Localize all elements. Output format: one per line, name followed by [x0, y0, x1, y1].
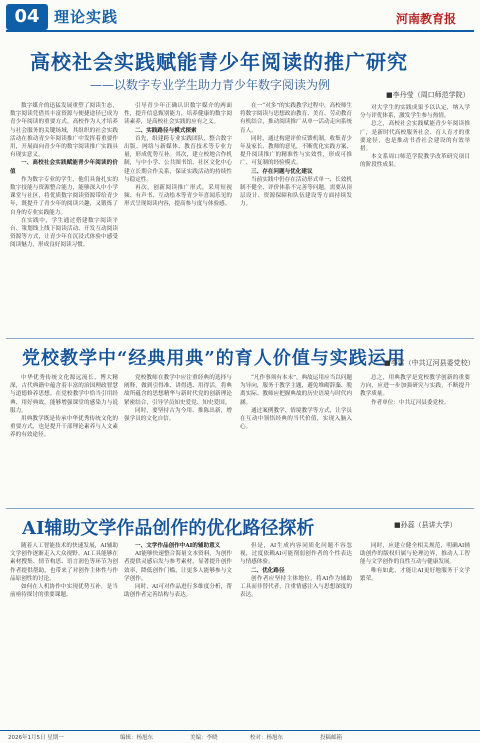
article2-col3: [240, 374, 352, 502]
body-paragraph: “凡作事须有本末”，典故运用应当以问题为导向，服务于教学主题，避免堆砌辞藻、脱离实际。教师应把握典故的历史语境与时代内涵。: [240, 375, 352, 406]
body-paragraph: 作为数字专业的学生，他们具备扎实的数字技能与资源整合能力，能够深入中小学课堂与社区，将优质数字阅读资源带给青少年，既提升了青少年的阅读兴趣，又锻炼了自身的专业实践能力。: [10, 176, 118, 216]
article1-col1: [10, 102, 118, 334]
body-paragraph: 同时，通过构建评价反馈机制，收集青少年及家长、教师的意见，不断优化实践方案，提升阅读推广的精准性与实效性，形成可推广、可复制的经验模式。: [240, 135, 352, 167]
article1-col4: [360, 104, 470, 334]
article3-title: AI辅助文学作品创作的优化路径探析: [22, 518, 315, 539]
footer-editor: 编辑：杨旭东: [120, 735, 154, 741]
paper-name: 河南教育报: [396, 12, 457, 26]
body-paragraph: 党校教师在教学中应注重经典的选择与阐释，做到引得准、讲得透、用得活，将典故所蕴含的思想精华与新时代党的创新理论紧密结合，引导学员知史爱党、知史爱国。: [124, 375, 232, 406]
article1-author: ■李丹莹（周口师范学院）: [386, 91, 470, 99]
article-divider: [6, 338, 474, 339]
section-heading: 一、文学作品创作中AI的辅助意义: [135, 543, 221, 549]
article2-col1: [10, 374, 118, 502]
section-heading: 一、高校社会实践赋能青少年阅读的价值: [10, 160, 118, 175]
body-paragraph: 本文系周口师范学院教学改革研究项目的阶段性成果。: [360, 154, 470, 169]
article1-subtitle: ——以数字专业学生助力青少年数字阅读为例: [90, 78, 331, 92]
header-rule: [6, 30, 474, 32]
body-paragraph: 对大学生的实践成果予以认定，纳入学分与评优体系，激发学生参与热情。: [360, 105, 470, 120]
body-paragraph: 在实践中，学生通过搭建数字阅读平台、策划线上线下阅读活动、开发互动阅读资源等方式，让青少年在沉浸式体验中感受阅读魅力，形成良好阅读习惯。: [10, 217, 118, 249]
section-title: 理论实践: [54, 8, 119, 26]
body-paragraph: 通过案例教学、情境教学等方式，让学员在互动中领悟经典的当代价值，实现入脑入心。: [240, 407, 352, 431]
body-paragraph: 唯有如此，才能让AI更好地服务于文学繁荣。: [360, 567, 470, 582]
body-paragraph: 但是，AI生成内容同质化问题不容忽视，过度依赖AI可能削弱创作者的个性表达与情感体验。: [240, 543, 352, 566]
body-paragraph: 首先，组建跨专业实践团队，整合数字出版、网络与新媒体、教育技术等专业力量，形成优势互补。其次，建立校地合作机制，与中小学、公共图书馆、社区文化中心建立长期合作关系，保证实践活动的持续性与稳定性。: [124, 135, 232, 183]
section-heading: 二、优化路径: [251, 567, 285, 574]
body-paragraph: 中华优秀传统文化源远流长、博大精深，古代典籍中蕴含着丰富的治国理政智慧与道德修养思想。在党校教学中恰当引用经典、用好典故，能够增强课堂的感染力与说服力。: [10, 375, 118, 414]
footer-layout: 美编：李晓: [190, 735, 218, 741]
article2-author: ■李雷（中共辽河县委党校）: [384, 359, 475, 367]
body-paragraph: 同时，要坚持古为今用、推陈出新，增强学员的文化自信。: [124, 407, 232, 423]
article2-col2: [124, 374, 232, 502]
footer-proof: 校对：杨旭东: [250, 735, 284, 741]
body-paragraph: 随着人工智能技术的快速发展，AI辅助文学创作逐渐走入大众视野。AI工具能够在素材搜集、情节构思、语言润色等环节为创作者提供帮助，也带来了对创作主体性与作品原创性的讨论。: [10, 543, 118, 582]
section-heading: 二、实践路径与模式探索: [135, 127, 197, 134]
body-paragraph: 如何在人机协作中实现优势互补，是当前亟待探讨的重要课题。: [10, 584, 118, 599]
body-paragraph: 创作者应坚持主体地位，将AI作为辅助工具而非替代者，注重情感注入与思想深度的表达。: [240, 575, 352, 599]
body-paragraph: 当前实践中仍存在活动形式单一、长效机制不健全、评价体系不完善等问题，需要从顶层设计、资源保障和队伍建设等方面持续发力。: [240, 176, 352, 208]
page-footer: [0, 730, 480, 743]
body-paragraph: 再次，创新阅读推广形式，采用短视频、有声书、互动绘本等青少年喜闻乐见的形式呈现阅读内容，提高参与度与体验感。: [124, 185, 232, 208]
section-heading: 三、存在问题与优化建议: [251, 168, 313, 175]
body-paragraph: AI能够快速整合海量文本资料，为创作者提供灵感启发与参考素材，显著提升创作效率，降低创作门槛，让更多人能够参与文学创作。: [124, 551, 232, 582]
article3-col4: [360, 542, 470, 726]
body-paragraph: 在一“对多”的实践教学过程中，高校师生将数字阅读与思想政治教育、美育、劳动教育有机结合，推动阅读推广从单一活动走向系统育人。: [240, 103, 352, 134]
article1-col2: [124, 102, 232, 334]
footer-date: 2026年1月5日 星期一: [8, 735, 64, 741]
article2-title: 党校教学中“经典用典”的育人价值与实践运用: [22, 348, 406, 369]
body-paragraph: 总之，用典教学是党校教学创新的重要方向，应进一步加强研究与实践，不断提升教学质量。: [360, 375, 470, 398]
body-paragraph: 同时，应建立健全相关规范，明确AI辅助创作的版权归属与伦理边界，推动人工智能与文学创作的良性互动与健康发展。: [360, 543, 470, 566]
article1-col3: [240, 102, 352, 334]
page-number: 04: [6, 4, 48, 30]
footer-email: 投稿邮箱: [320, 735, 343, 741]
body-paragraph: 引导青少年正确认识数字媒介的两面性，提升信息甄别能力，培养健康的数字阅读素养，是高校社会实践的应有之义。: [124, 103, 232, 126]
article3-author: ■孙蕊（县讲大学）: [394, 521, 457, 529]
page-header: [0, 0, 480, 34]
body-paragraph: 用典教学既是传承中华优秀传统文化的重要方式，也是提升干部理论素养与人文素养的有效途径。: [10, 416, 118, 439]
body-paragraph: 作者单位：中共辽河县委党校。: [371, 399, 450, 406]
article3-col2: [124, 542, 232, 726]
article-divider: [6, 508, 474, 509]
body-paragraph: 总之，高校社会实践赋能青少年阅读推广，是新时代高校服务社会、育人育才的重要途径，也是推动书香社会建设的有效举措。: [360, 121, 470, 153]
article3-col1: [10, 542, 118, 726]
article1-title: 高校社会实践赋能青少年阅读的推广研究: [30, 50, 408, 74]
article3-col3: [240, 542, 352, 726]
body-paragraph: 同时，AI可对作品进行多维度分析，帮助创作者完善结构与表达。: [124, 584, 232, 599]
article2-col4: [360, 374, 470, 502]
body-paragraph: 数字媒介的迅猛发展重塑了阅读生态，数字阅读凭借其丰富资源与便捷途径已成为青少年阅读的重要方式。高校作为人才培养与社会服务的关键场域，其组织的社会实践活动在推动青少年阅读推广中发挥着重要作用，开展面向青少年的数字阅读推广实践具有现实意义。: [10, 103, 118, 159]
